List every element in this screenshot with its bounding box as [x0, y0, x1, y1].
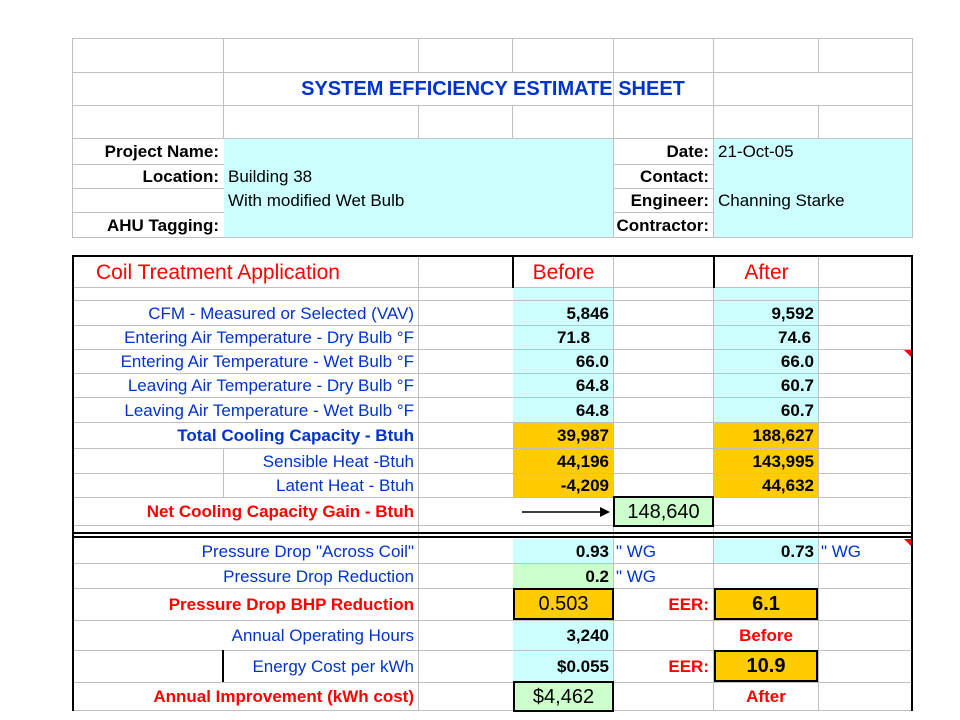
sensible-heat-before[interactable]: 44,196 [557, 451, 609, 471]
eer-before-word: Before [739, 626, 793, 645]
row-label: Latent Heat - Btuh [276, 476, 414, 495]
eer-after-label: EER: [668, 657, 709, 676]
pressure-after[interactable]: 0.73 [780, 541, 814, 561]
eer-before-value[interactable]: 6.1 [714, 588, 818, 620]
entering-db-before[interactable]: 71.8 [557, 328, 591, 347]
row-label: Entering Air Temperature - Wet Bulb °F [120, 352, 414, 371]
ahu-tagging-label: AHU Tagging: [106, 215, 219, 235]
entering-wb-after[interactable]: 66.0 [780, 352, 814, 371]
pressure-unit: " WG [616, 541, 657, 561]
contractor-label: Contractor: [616, 215, 709, 235]
pressure-unit: " WG [821, 541, 862, 561]
ahu-tagging-value[interactable] [224, 213, 613, 237]
annual-improvement-value[interactable]: $4,462 [513, 681, 614, 712]
before-header: Before [532, 261, 595, 284]
leaving-wb-before[interactable]: 64.8 [575, 400, 609, 420]
date-value[interactable]: 21-Oct-05 [718, 142, 794, 161]
leaving-wb-after[interactable]: 60.7 [780, 400, 814, 420]
after-header: After [744, 261, 789, 284]
engineer-value[interactable]: Channing Starke [718, 191, 845, 210]
comment-indicator-icon[interactable] [904, 539, 911, 546]
pressure-across-label: Pressure Drop "Across Coil" [201, 541, 414, 561]
eer-after-word: After [746, 687, 786, 706]
cfm-before[interactable]: 5,846 [566, 303, 609, 323]
project-name-label: Project Name: [104, 142, 219, 161]
eer-after-value[interactable]: 10.9 [714, 650, 818, 682]
total-cooling-after[interactable]: 188,627 [752, 426, 814, 445]
total-cooling-before[interactable]: 39,987 [557, 426, 609, 445]
engineer-label: Engineer: [630, 191, 709, 210]
location-label: Location: [142, 167, 219, 186]
contact-label: Contact: [640, 167, 709, 186]
leaving-db-after[interactable]: 60.7 [780, 376, 814, 395]
row-label: Leaving Air Temperature - Wet Bulb °F [124, 400, 414, 420]
location-value[interactable]: Building 38 [228, 167, 313, 186]
bhp-reduction-label: Pressure Drop BHP Reduction [168, 595, 414, 614]
pressure-reduction-label: Pressure Drop Reduction [223, 566, 414, 586]
location-note[interactable]: With modified Wet Bulb [228, 191, 405, 210]
sheet-title: SYSTEM EFFICIENCY ESTIMATE SHEET [301, 78, 685, 100]
energy-cost-label: Energy Cost per kWh [252, 657, 414, 676]
entering-db-after[interactable]: 74.6 [778, 328, 812, 347]
net-gain-label: Net Cooling Capacity Gain - Btuh [146, 502, 414, 521]
entering-wb-before[interactable]: 66.0 [575, 352, 609, 371]
latent-heat-after[interactable]: 44,632 [762, 476, 814, 495]
bhp-reduction-value[interactable]: 0.503 [513, 588, 614, 620]
cfm-after[interactable]: 9,592 [771, 303, 814, 323]
pressure-unit: " WG [616, 566, 657, 586]
eer-before-label: EER: [668, 595, 709, 614]
row-label: Sensible Heat -Btuh [262, 451, 414, 471]
pressure-before[interactable]: 0.93 [575, 541, 609, 561]
comment-indicator-icon[interactable] [904, 350, 911, 357]
operating-hours-label: Annual Operating Hours [231, 626, 414, 645]
latent-heat-before[interactable]: -4,209 [560, 476, 609, 495]
contact-value[interactable] [714, 165, 912, 188]
project-name-value[interactable] [224, 139, 613, 164]
sensible-heat-after[interactable]: 143,995 [752, 451, 814, 471]
row-label: CFM - Measured or Selected (VAV) [148, 303, 414, 323]
row-label: Entering Air Temperature - Dry Bulb °F [124, 328, 414, 347]
pressure-reduction-value[interactable]: 0.2 [585, 566, 609, 586]
energy-cost-value[interactable]: $0.055 [557, 657, 609, 676]
row-label: Total Cooling Capacity - Btuh [177, 426, 414, 445]
leaving-db-before[interactable]: 64.8 [575, 376, 609, 395]
net-gain-value[interactable]: 148,640 [613, 496, 714, 527]
arrow-right-icon [522, 504, 612, 520]
coil-treatment-heading: Coil Treatment Application [96, 261, 340, 284]
annual-improvement-label: Annual Improvement (kWh cost) [153, 687, 414, 706]
operating-hours-value[interactable]: 3,240 [566, 626, 609, 645]
contractor-value[interactable] [714, 213, 912, 237]
row-label: Leaving Air Temperature - Dry Bulb °F [127, 376, 414, 395]
date-label: Date: [666, 142, 709, 161]
